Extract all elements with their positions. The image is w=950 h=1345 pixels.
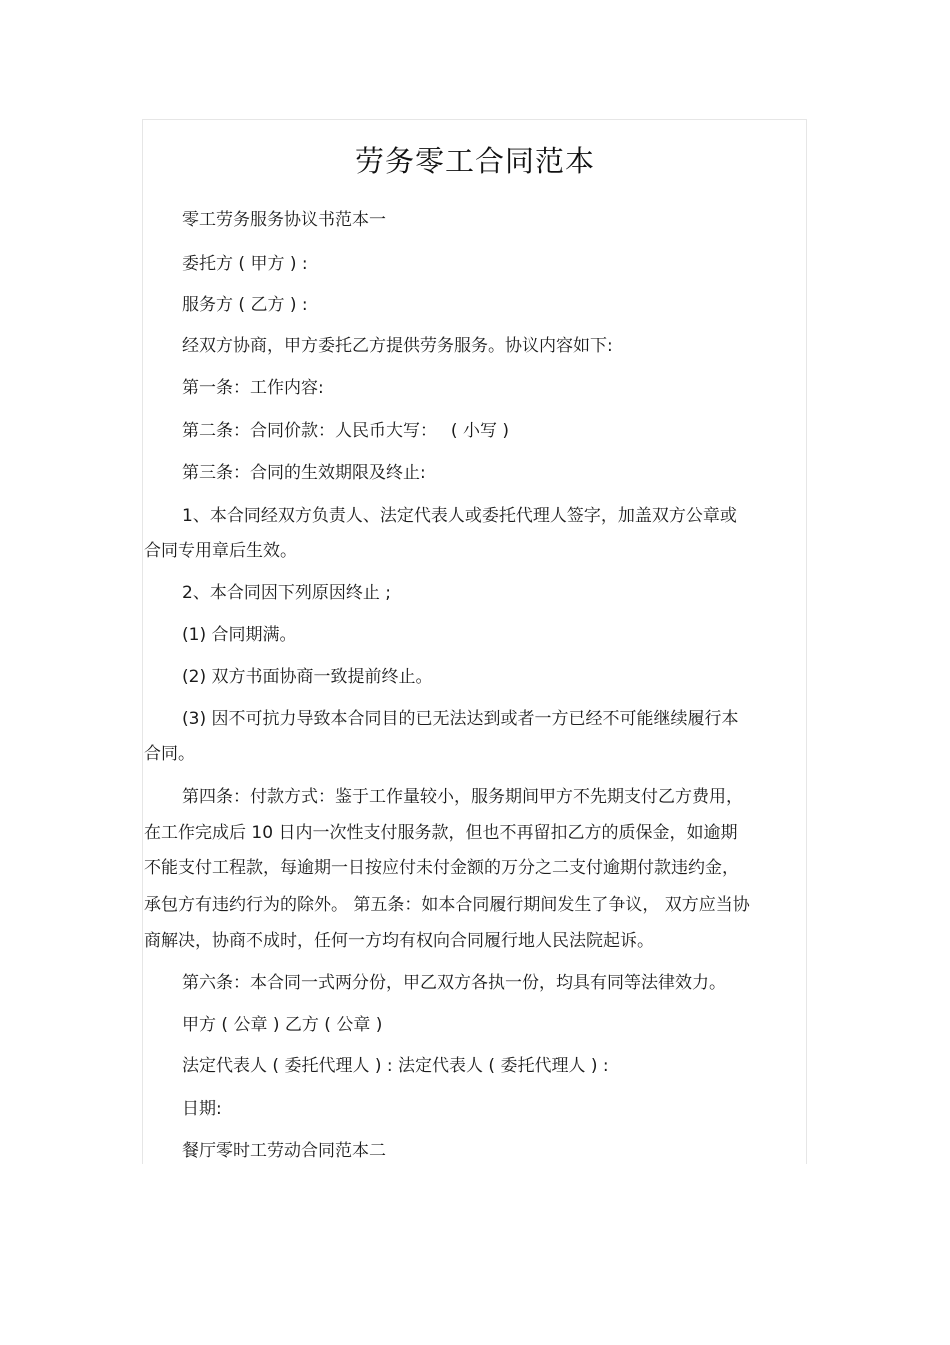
paragraph-line: 第二条：合同价款：人民币大写： ( 小写 )	[182, 421, 509, 441]
paragraph-line: 商解决，协商不成时，任何一方均有权向合同履行地人民法院起诉。	[144, 931, 654, 951]
paragraph-line: 服务方 ( 乙方 ) :	[182, 295, 308, 315]
paragraph-line: 合同。	[144, 744, 195, 764]
paragraph-line: (3) 因不可抗力导致本合同目的已无法达到或者一方已经不可能继续履行本	[182, 709, 739, 729]
paragraph-line: 法定代表人 ( 委托代理人 ) : 法定代表人 ( 委托代理人 ) :	[182, 1056, 609, 1076]
paragraph-line: 甲方 ( 公章 ) 乙方 ( 公章 )	[182, 1015, 383, 1035]
paragraph-line: 合同专用章后生效。	[144, 541, 297, 561]
paragraph-line: 1、本合同经双方负责人、法定代表人或委托代理人签字，加盖双方公章或	[182, 506, 737, 526]
paragraph-line: (1) 合同期满。	[182, 625, 297, 645]
paragraph-line: 零工劳务服务协议书范本一	[182, 210, 386, 230]
paragraph-line: 不能支付工程款，每逾期一日按应付未付金额的万分之二支付逾期付款违约金，	[144, 858, 739, 878]
paragraph-line: 经双方协商，甲方委托乙方提供劳务服务。协议内容如下:	[182, 336, 613, 356]
paragraph-line: 2、本合同因下列原因终止 ;	[182, 583, 391, 603]
paragraph-line: 承包方有违约行为的除外。 第五条：如本合同履行期间发生了争议， 双方应当协	[144, 895, 750, 915]
paragraph-line: 在工作完成后 10 日内一次性支付服务款，但也不再留扣乙方的质保金，如逾期	[144, 823, 738, 843]
document-title: 劳务零工合同范本	[354, 144, 595, 178]
paragraph-line: (2) 双方书面协商一致提前终止。	[182, 667, 433, 687]
paragraph-line: 第一条：工作内容:	[182, 378, 324, 398]
paragraph-line: 委托方 ( 甲方 ) :	[182, 254, 308, 274]
paragraph-line: 餐厅零时工劳动合同范本二	[182, 1141, 386, 1161]
paragraph-line: 第六条：本合同一式两分份，甲乙双方各执一份，均具有同等法律效力。	[182, 973, 726, 993]
paragraph-line: 日期:	[182, 1099, 222, 1119]
paragraph-line: 第四条：付款方式：鉴于工作量较小，服务期间甲方不先期支付乙方费用，	[182, 787, 743, 807]
paragraph-line: 第三条：合同的生效期限及终止:	[182, 463, 426, 483]
